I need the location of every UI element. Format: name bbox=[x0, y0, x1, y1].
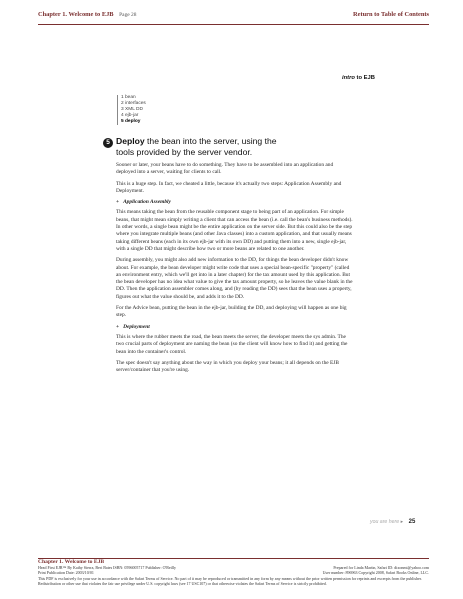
step-item-active: 5 deploy bbox=[121, 119, 141, 125]
plus-icon: + bbox=[116, 323, 120, 330]
paragraph: This is a huge step. In fact, we cheated a little, because it's actually two steps: Application Assembly and Deployment. bbox=[116, 180, 342, 194]
subheading: + Deployment bbox=[116, 323, 150, 330]
arrow-icon: ▸ bbox=[400, 519, 404, 525]
step-list bbox=[117, 95, 146, 125]
paragraph: This means taking the bean from the reusable component stage to being part of an application. For simple beans, that might mean simply writing a client that can access the bean (i.e. call the bean's business methods). In other words, a single bean might be the entire application on the server side. But this could also be the step where you integrate multiple beans (and other Java classes) into a custom application, and that usually means taking different beans (each in its own ejb-jar with its own DD) and putting them into a new, single ejb-jar, with a single DD that might describe how two or more beans are related to one another. bbox=[116, 209, 353, 252]
footer-book-info: Head First EJB™ By Kathy Sierra, Bert Bates ISBN: 0596005717 Publisher: O'Reilly bbox=[38, 565, 176, 570]
footer-pub-date: Print Publication Date: 2003/10/01 bbox=[38, 570, 94, 575]
footer-copyright: User number: 896963 Copyright 2008, Safari Books Online, LLC. bbox=[322, 570, 429, 575]
chapter-title: Chapter 1. Welcome to EJB bbox=[38, 11, 114, 18]
step-item: 2 interfaces bbox=[121, 101, 146, 107]
footer-prepared-for: Prepared for Linda Martin, Safari ID: dixonmt@yahoo.com bbox=[333, 565, 429, 570]
page-indicator: Page 28 bbox=[119, 12, 137, 18]
paragraph: For the Advice bean, putting the bean in the ejb-jar, building the DD, and deploying will happen as one big step. bbox=[116, 305, 347, 319]
you-are-here-label: you are here bbox=[370, 519, 400, 525]
paragraph: Sooner or later, your beans have to do something. They have to be assembled into an application and deployed into a server, waiting for clients to call. bbox=[116, 162, 334, 176]
paragraph: During assembly, you might also add new information to the DD, for things the bean developer didn't know about. For example, the bean developer might write code that uses a special bean-specific "property" (called an environment entry, which we'll get into in a later chapter) for the tax amount used by this application. But the bean developer has no idea what value to give the tax amount property, so he leaves the value blank in the DD. Then the application assembler comes along, and (by reading the DD) sees that the bean uses a property, figures out what the value should be, and adds it to the DD. bbox=[116, 257, 353, 300]
subheading: + Application Assembly bbox=[116, 199, 171, 206]
page-header bbox=[38, 8, 429, 25]
step-item: 1 bean bbox=[121, 95, 136, 100]
section-label bbox=[342, 75, 375, 81]
footer-title: Chapter 1. Welcome to EJB bbox=[38, 559, 105, 565]
step-heading bbox=[116, 136, 356, 157]
page-number-value: 25 bbox=[408, 519, 416, 525]
step-item: 4 ejb-jar bbox=[121, 113, 139, 119]
step-number-badge: 5 bbox=[103, 138, 113, 148]
body-text bbox=[116, 162, 353, 378]
paragraph: This is where the rubber meets the road, the bean meets the server, the developer meets the sys admin. The two crucial parts of deployment are naming the bean (so the client will know how to find it) and getting the bean into the container's control. bbox=[116, 333, 348, 355]
plus-icon: + bbox=[116, 199, 120, 206]
section-label-intro: intro bbox=[342, 75, 355, 81]
paragraph: The spec doesn't say anything about the way in which you deploy your beans; it all depends on the EJB server/container that you're using. bbox=[116, 359, 339, 374]
step-item: 3 XML DD bbox=[121, 107, 143, 113]
step-heading-line2: tools provided by the server vendor. bbox=[116, 146, 253, 157]
footer-legal: This PDF is exclusively for your use in accordance with the Safari Terms of Service. No part of it may be reproduced or transmitted in any form by any means without the prior written permission for reprints and excerpts from the publisher. Redistribution or other use that violates the fair use privilege under U.S. copyright laws (see 17 USC107) or that otherwise violates the Safari Terms of Service is strictly prohibited. bbox=[38, 576, 422, 586]
step-heading-rest: the bean into the server, using the bbox=[144, 136, 277, 146]
step-heading-bold: Deploy bbox=[116, 136, 145, 146]
section-label-topic: to EJB bbox=[356, 75, 375, 81]
page-number bbox=[370, 519, 415, 525]
footer-row bbox=[38, 571, 429, 576]
toc-link[interactable]: Return to Table of Contents bbox=[353, 11, 429, 18]
page-footer bbox=[38, 558, 429, 587]
